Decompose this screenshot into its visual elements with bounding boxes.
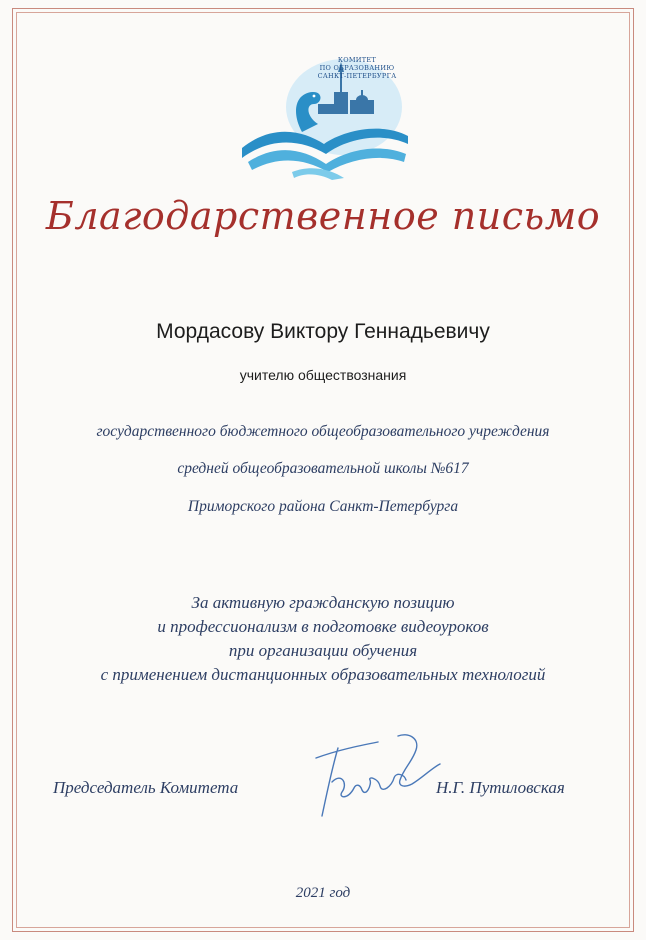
logo-line-1: КОМИТЕТ [337,56,377,64]
reason-line-3: при организации обучения [228,641,418,660]
reason-line-2: и профессионализм в подготовке видеоуроков [157,617,489,636]
logo-caption [302,56,412,80]
handwritten-signature [308,728,448,828]
certificate-title: Благодарственное письмо [45,194,601,238]
signatory-role: Председатель Комитета [53,778,239,797]
reason-line-1: За активную гражданскую позицию [191,593,455,612]
signatory-name: Н.Г. Путиловская [436,778,565,797]
recipient-name: Мордасову Виктору Геннадьевичу [156,320,490,343]
recipient-position: учителю обществознания [239,367,407,383]
logo-line-3: САНКТ-ПЕТЕРБУРГА [317,72,397,80]
organization-line-1: государственного бюджетного общеобразовательного учреждения [96,423,550,440]
issue-year: 2021 год [295,885,351,901]
logo-line-2: ПО ОБРАЗОВАНИЮ [319,64,395,72]
organization-line-3: Приморского района Санкт-Петербурга [187,498,459,515]
organization-line-2: средней общеобразовательной школы №617 [177,460,469,477]
reason-line-4: с применением дистанционных образовательных технологий [100,665,546,684]
